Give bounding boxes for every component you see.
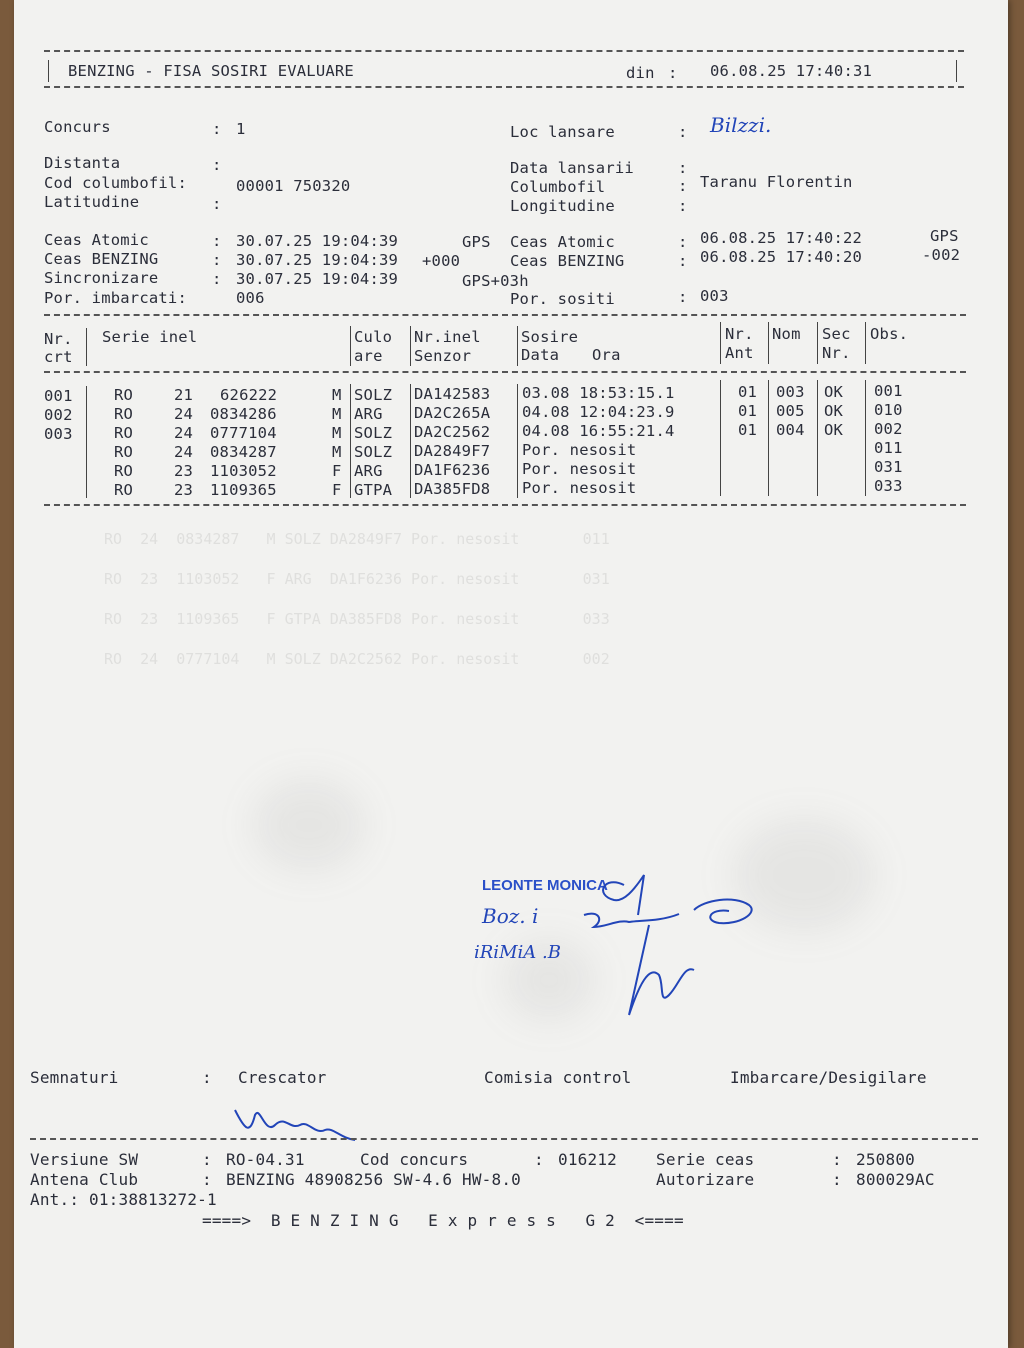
sincronizare-suffix: GPS+03h [462, 272, 529, 290]
cod-columbofil-value: 00001 750320 [236, 177, 351, 195]
serie-ceas-colon: : [832, 1150, 842, 1169]
semnaturi-colon: : [202, 1068, 212, 1087]
right-ceas-atomic-suffix: GPS [930, 227, 959, 245]
cell-tara: RO [114, 424, 134, 442]
header-culo: Culo [354, 328, 393, 346]
sincronizare-colon: : [212, 270, 222, 288]
cell-sosire: Por. nesosit [522, 441, 637, 459]
bleed-through: RO 23 1103052 F ARG DA1F6236 Por. nesosit 031 [104, 570, 610, 588]
ceas-atomic-value: 30.07.25 19:04:39 [236, 232, 399, 250]
table-top-rule [44, 314, 966, 316]
header-datetime: 06.08.25 17:40:31 [710, 62, 873, 80]
cell-sosire: 03.08 18:53:15.1 [522, 384, 675, 402]
col-sep [410, 384, 411, 498]
brand-line: ====> B E N Z I N G E x p r e s s G 2 <==== [202, 1211, 684, 1230]
cell-nom: 005 [776, 402, 805, 420]
col-sep [768, 380, 769, 496]
cell-sex: M [332, 386, 342, 404]
header-colon: : [668, 64, 678, 82]
cell-sex: M [332, 424, 342, 442]
cell-nr: 1109365 [210, 481, 277, 499]
cell-sex: F [332, 462, 342, 480]
cell-tara: RO [114, 405, 134, 423]
serie-ceas-label: Serie ceas [656, 1150, 755, 1169]
col-sep [720, 380, 721, 496]
cell-sec: OK [824, 402, 844, 420]
cod-columbofil-label: Cod columbofil: [44, 174, 187, 192]
ceas-benzing-value: 30.07.25 19:04:39 [236, 251, 399, 269]
header-crt: crt [44, 348, 73, 366]
handwritten-signature-line2: iRiMiA .B [474, 942, 561, 963]
concurs-label: Concurs [44, 118, 111, 136]
header-serie-inel: Serie inel [102, 328, 198, 346]
cell-senzor: DA142583 [414, 385, 491, 403]
sositi-colon: : [678, 288, 688, 306]
cell-culoare: ARG [354, 462, 383, 480]
cell-senzor: DA2C2562 [414, 423, 491, 441]
autorizare-colon: : [832, 1170, 842, 1189]
cell-nr: 0834287 [210, 443, 277, 461]
versiune-label: Versiune SW [30, 1150, 139, 1169]
cell-an: 23 [174, 481, 194, 499]
header-left-bar [48, 60, 49, 82]
header-ora: Ora [592, 346, 621, 364]
col-sep [817, 322, 818, 364]
bleed-through: RO 24 0834287 M SOLZ DA2849F7 Por. nesosit 011 [104, 530, 610, 548]
header-din-label: din [626, 64, 655, 82]
col-sep [720, 322, 721, 364]
crescator-label: Crescator [238, 1068, 327, 1087]
header-senzor: Senzor [414, 347, 472, 365]
right-ceas-benzing-suffix: -002 [922, 246, 961, 264]
autorizare-value: 800029AC [856, 1170, 935, 1189]
cell-obs: 011 [874, 439, 903, 457]
concurs-value: 1 [236, 120, 246, 138]
distanta-colon: : [212, 156, 222, 174]
table-bottom-rule [44, 504, 966, 506]
right-ceas-atomic-colon: : [678, 233, 688, 251]
cell-culoare: GTPA [354, 481, 393, 499]
latitudine-colon: : [212, 195, 222, 213]
latitudine-label: Latitudine [44, 193, 140, 211]
right-ceas-atomic-label: Ceas Atomic [510, 233, 615, 251]
cell-tara: RO [114, 443, 134, 461]
versiune-value: RO-04.31 [226, 1150, 305, 1169]
ceas-benzing-colon: : [212, 251, 222, 269]
handwritten-signature-line1: Boz. i [482, 904, 539, 928]
cell-senzor: DA2C265A [414, 404, 491, 422]
right-ceas-benzing-label: Ceas BENZING [510, 252, 625, 270]
cell-sex: M [332, 405, 342, 423]
cell-tara: RO [114, 481, 134, 499]
cell-an: 21 [174, 386, 194, 404]
cell-obs: 001 [874, 382, 903, 400]
col-sep [350, 384, 351, 498]
cell-sosire: 04.08 16:55:21.4 [522, 422, 675, 440]
header-ant: Ant [725, 344, 754, 362]
cell-sosire: Por. nesosit [522, 479, 637, 497]
header-are: are [354, 347, 383, 365]
right-ceas-atomic-value: 06.08.25 17:40:22 [700, 229, 863, 247]
footer-rule [30, 1138, 978, 1140]
header-sosire: Sosire [521, 328, 579, 346]
cell-nr: 1103052 [210, 462, 277, 480]
imbarcati-value: 006 [236, 289, 265, 307]
cell-ant: 01 [738, 421, 758, 439]
cell-obs: 031 [874, 458, 903, 476]
comisia-control-label: Comisia control [484, 1068, 632, 1087]
col-sep [865, 380, 866, 496]
header-bottom-rule [44, 86, 964, 88]
cell-sec: OK [824, 421, 844, 439]
cell-an: 24 [174, 405, 194, 423]
cell-crt: 003 [44, 425, 73, 443]
antena-label: Antena Club [30, 1170, 139, 1189]
cell-ant: 01 [738, 383, 758, 401]
bleed-through: RO 23 1109365 F GTPA DA385FD8 Por. nesosit 033 [104, 610, 610, 628]
header-nr-inel: Nr.inel [414, 328, 481, 346]
imbarcati-label: Por. imbarcati: [44, 289, 187, 307]
col-sep [350, 326, 351, 366]
cell-obs: 002 [874, 420, 903, 438]
header-top-rule [44, 50, 964, 52]
signature-scribble [574, 855, 774, 1025]
sincronizare-label: Sincronizare [44, 269, 159, 287]
cell-nom: 004 [776, 421, 805, 439]
header-sec-nr: Nr. [822, 344, 851, 362]
cell-nr: 0777104 [210, 424, 277, 442]
cell-obs: 010 [874, 401, 903, 419]
autorizare-label: Autorizare [656, 1170, 755, 1189]
cell-an: 24 [174, 443, 194, 461]
cell-culoare: SOLZ [354, 443, 393, 461]
imbarcare-label: Imbarcare/Desigilare [730, 1068, 927, 1087]
semnaturi-label: Semnaturi [30, 1068, 119, 1087]
col-sep [86, 328, 87, 366]
cell-culoare: ARG [354, 405, 383, 423]
document-page [14, 0, 1008, 1348]
loc-lansare-colon: : [678, 123, 688, 141]
cell-sosire: Por. nesosit [522, 460, 637, 478]
col-sep [410, 326, 411, 366]
ceas-atomic-label: Ceas Atomic [44, 231, 149, 249]
paper-smudge [254, 780, 364, 870]
cod-concurs-colon: : [534, 1150, 544, 1169]
right-ceas-benzing-colon: : [678, 252, 688, 270]
versiune-colon: : [202, 1150, 212, 1169]
cell-culoare: SOLZ [354, 424, 393, 442]
loc-lansare-label: Loc lansare [510, 123, 615, 141]
cell-tara: RO [114, 462, 134, 480]
ceas-benzing-suffix: +000 [422, 252, 461, 270]
document-title: BENZING - FISA SOSIRI EVALUARE [68, 62, 354, 80]
cell-tara: RO [114, 386, 134, 404]
loc-lansare-handwritten: Bilzzi. [710, 113, 772, 137]
col-sep [517, 326, 518, 366]
col-sep [517, 384, 518, 498]
cell-nr: 626222 [220, 386, 278, 404]
cell-sec: OK [824, 383, 844, 401]
ceas-atomic-colon: : [212, 232, 222, 250]
table-header-rule [44, 371, 966, 373]
bleed-through: RO 24 0777104 M SOLZ DA2C2562 Por. nesosit 002 [104, 650, 610, 668]
cell-senzor: DA2849F7 [414, 442, 491, 460]
cell-sex: M [332, 443, 342, 461]
cell-obs: 033 [874, 477, 903, 495]
data-lansarii-label: Data lansarii [510, 159, 634, 177]
columbofil-label: Columbofil [510, 178, 606, 196]
header-obs: Obs. [870, 325, 909, 343]
cell-an: 23 [174, 462, 194, 480]
header-nr: Nr. [44, 330, 73, 348]
stamp-name: LEONTE MONICA [482, 877, 608, 894]
cell-nom: 003 [776, 383, 805, 401]
antena-colon: : [202, 1170, 212, 1189]
cell-an: 24 [174, 424, 194, 442]
ceas-atomic-suffix: GPS [462, 233, 491, 251]
crescator-signature [230, 1098, 360, 1143]
cell-culoare: SOLZ [354, 386, 393, 404]
cell-crt: 002 [44, 406, 73, 424]
longitudine-colon: : [678, 197, 688, 215]
col-sep [86, 386, 87, 498]
ceas-benzing-label: Ceas BENZING [44, 250, 159, 268]
sositi-label: Por. sositi [510, 290, 615, 308]
col-sep [865, 322, 866, 364]
antena-value: BENZING 48908256 SW-4.6 HW-8.0 [226, 1170, 521, 1189]
cell-crt: 001 [44, 387, 73, 405]
cell-senzor: DA1F6236 [414, 461, 491, 479]
header-sec: Sec [822, 325, 851, 343]
cod-concurs-label: Cod concurs [360, 1150, 469, 1169]
data-lansarii-colon: : [678, 159, 688, 177]
header-data: Data [521, 346, 560, 364]
ant-line: Ant.: 01:38813272-1 [30, 1190, 217, 1209]
cell-sex: F [332, 481, 342, 499]
right-ceas-benzing-value: 06.08.25 17:40:20 [700, 248, 863, 266]
concurs-colon: : [212, 120, 222, 138]
cell-senzor: DA385FD8 [414, 480, 491, 498]
cell-nr: 0834286 [210, 405, 277, 423]
header-nr-ant: Nr. [725, 325, 754, 343]
columbofil-colon: : [678, 177, 688, 195]
sositi-value: 003 [700, 287, 729, 305]
cell-sosire: 04.08 12:04:23.9 [522, 403, 675, 421]
distanta-label: Distanta [44, 154, 121, 172]
cell-ant: 01 [738, 402, 758, 420]
columbofil-value: Taranu Florentin [700, 173, 853, 191]
sincronizare-value: 30.07.25 19:04:39 [236, 270, 399, 288]
cod-concurs-value: 016212 [558, 1150, 617, 1169]
col-sep [768, 322, 769, 364]
header-nom: Nom [772, 325, 801, 343]
header-right-bar [956, 60, 957, 82]
col-sep [817, 380, 818, 496]
longitudine-label: Longitudine [510, 197, 615, 215]
serie-ceas-value: 250800 [856, 1150, 915, 1169]
